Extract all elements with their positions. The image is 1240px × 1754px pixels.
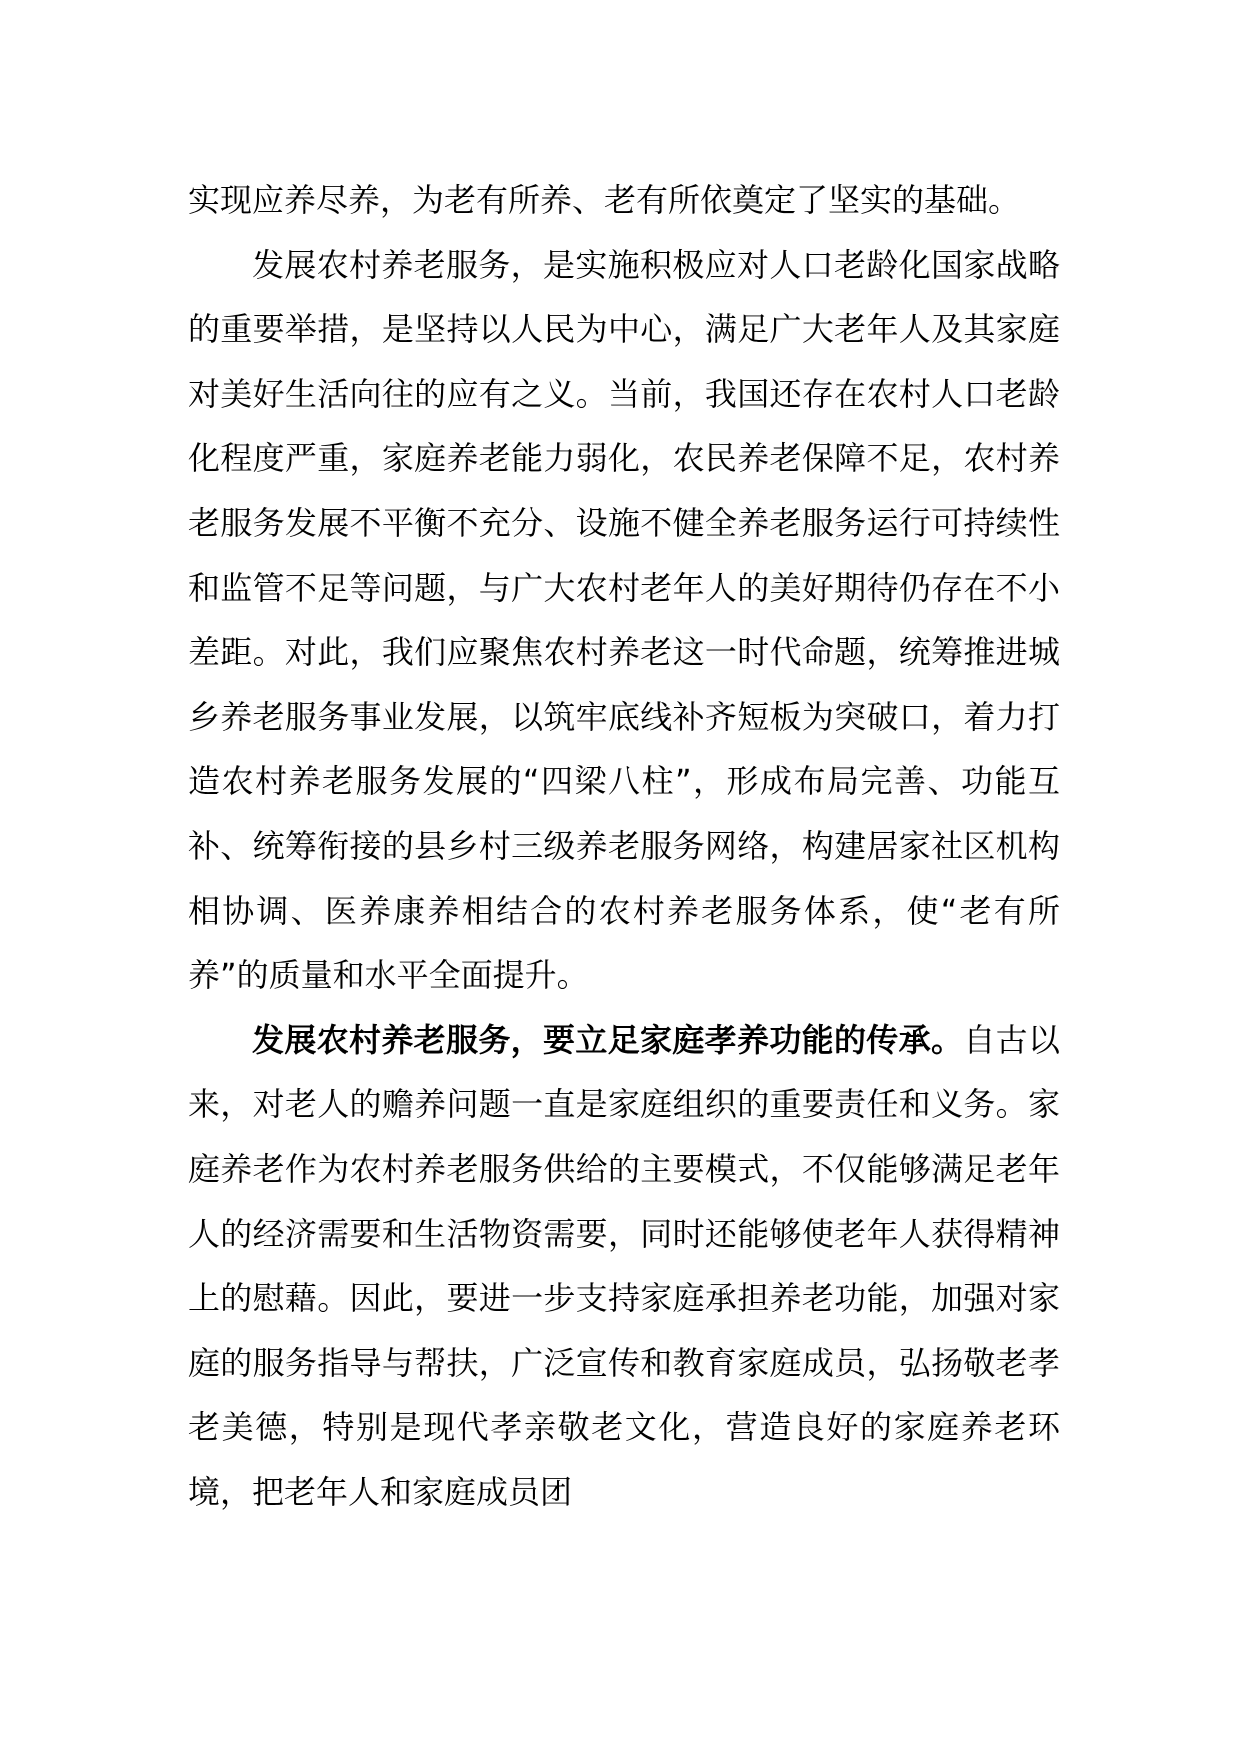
paragraph-3-lead-sentence: 发展农村养老服务，要立足家庭孝养功能的传承。 [252, 1020, 964, 1059]
paragraph-1 [188, 168, 1060, 233]
paragraph-3 [188, 1008, 1060, 1525]
paragraph-1-text: 实现应养尽养，为老有所养、老有所依奠定了坚实的基础。 [188, 181, 1021, 219]
document-body [188, 168, 1060, 1524]
paragraph-3-text: 自古以来，对老人的赡养问题一直是家庭组织的重要责任和义务。家庭养老作为农村养老服务供给的主要模式，不仅能够满足老年人的经济需要和生活物资需要，同时还能够使老年人获得精神上的慰藉。因此，要进一步支持家庭承担养老功能，加强对家庭的服务指导与帮扶，广泛宣传和教育家庭成员，弘扬敬老孝老美德，特别是现代孝亲敬老文化，营造良好的家庭养老环境，把老年人和家庭成员团 [188, 1020, 1060, 1511]
paragraph-2-text: 发展农村养老服务，是实施积极应对人口老龄化国家战略的重要举措，是坚持以人民为中心，满足广大老年人及其家庭对美好生活向往的应有之义。当前，我国还存在农村人口老龄化程度严重，家庭养老能力弱化，农民养老保障不足，农村养老服务发展不平衡不充分、设施不健全养老服务运行可持续性和监管不足等问题，与广大农村老年人的美好期待仍存在不小差距。对此，我们应聚焦农村养老这一时代命题，统筹推进城乡养老服务事业发展，以筑牢底线补齐短板为突破口，着力打造农村养老服务发展的“四梁八柱”，形成布局完善、功能互补、统筹衔接的县乡村三级养老服务网络，构建居家社区机构相协调、医养康养相结合的农村养老服务体系，使“老有所养”的质量和水平全面提升。 [188, 245, 1060, 995]
paragraph-2 [188, 233, 1060, 1008]
